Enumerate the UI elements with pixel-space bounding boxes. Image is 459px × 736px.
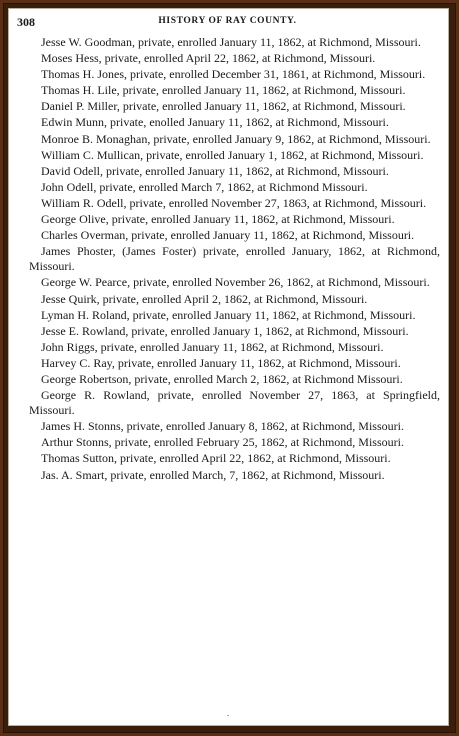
list-item: Arthur Stonns, private, enrolled February 25, 1862, at Richmond, Missouri. [41,435,404,450]
list-item: Charles Overman, private, enrolled January 11, 1862, at Richmond, Missouri. [41,228,415,243]
list-item: George Olive, private, enrolled January 11, 1862, at Richmond, Missouri. [41,212,395,227]
roster-list [29,35,440,484]
list-item: George W. Pearce, private, enrolled November 26, 1862, at Richmond, Missouri. [41,275,430,290]
list-item: George Robertson, private, enrolled March 2, 1862, at Richmond Missouri. [41,371,403,386]
list-item: Monroe B. Monaghan, private, enrolled January 9, 1862, at Richmond, Missouri. [41,131,431,146]
list-item: Jas. A. Smart, private, enrolled March, 7, 1862, at Richmond, Missouri. [41,467,385,482]
list-item: Lyman H. Roland, private, enrolled January 11, 1862, at Richmond, Missouri. [41,307,416,322]
page-number: 308 [17,15,35,29]
list-item: George R. Rowland, private, enrolled November 27, 1863, at Springfield, Missouri. [29,388,440,418]
list-item: James Phoster, (James Foster) private, enrolled January, 1862, at Richmond, Missouri. [29,244,440,274]
list-item: Thomas Sutton, private, enrolled April 22, 1862, at Richmond, Missouri. [41,451,391,466]
list-item: Harvey C. Ray, private, enrolled January 11, 1862, at Richmond, Missouri. [41,355,401,370]
footer-mark: . [227,708,230,718]
running-title: HISTORY OF RAY COUNTY. [158,16,297,26]
list-item: Thomas H. Jones, private, enrolled December 31, 1861, at Richmond, Missouri. [41,67,426,82]
list-item: Jesse E. Rowland, private, enrolled January 1, 1862, at Richmond, Missouri. [41,323,409,338]
list-item: John Odell, private, enrolled March 7, 1862, at Richmond Missouri. [41,179,368,194]
list-item: Edwin Munn, private, enolled January 11, 1862, at Richmond, Missouri. [41,115,389,130]
list-item: David Odell, private, enrolled January 11, 1862, at Richmond, Missouri. [41,163,389,178]
list-item: Thomas H. Lile, private, enrolled January 11, 1862, at Richmond, Missouri. [41,83,406,98]
book-page [8,8,449,726]
list-item: Jesse Quirk, private, enrolled April 2, 1862, at Richmond, Missouri. [41,291,368,306]
list-item: William C. Mullican, private, enrolled January 1, 1862, at Richmond, Missouri. [41,147,424,162]
list-item: William R. Odell, private, enrolled November 27, 1863, at Richmond, Missouri. [41,195,427,210]
page-header [17,15,438,29]
list-item: Jesse W. Goodman, private, enrolled January 11, 1862, at Richmond, Missouri. [41,35,421,49]
list-item: James H. Stonns, private, enrolled January 8, 1862, at Richmond, Missouri. [41,419,404,434]
list-item: Moses Hess, private, enrolled April 22, 1862, at Richmond, Missouri. [41,51,376,66]
list-item: Daniel P. Miller, private, enrolled January 11, 1862, at Richmond, Missouri. [41,99,406,114]
list-item: John Riggs, private, enrolled January 11, 1862, at Richmond, Missouri. [41,339,384,354]
page-frame [3,3,456,733]
